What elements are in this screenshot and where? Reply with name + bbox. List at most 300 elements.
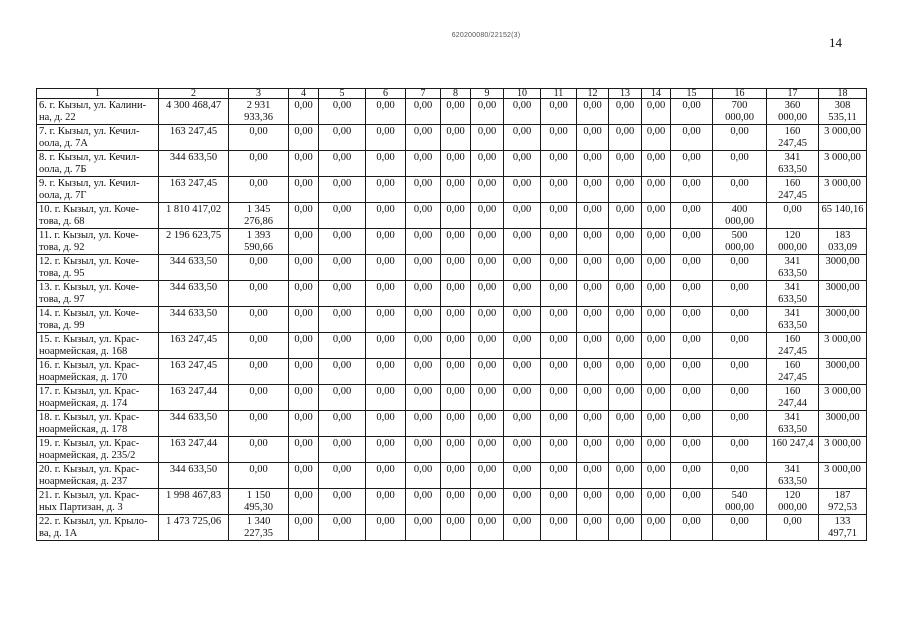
column-header: 9 xyxy=(471,89,504,99)
amount-cell: 0,00 xyxy=(541,229,577,255)
amount-cell: 0,00 xyxy=(504,463,541,489)
amount-cell: 0,00 xyxy=(289,203,319,229)
amount-cell: 0,00 xyxy=(289,359,319,385)
amount-cell: 2 931 933,36 xyxy=(229,99,289,125)
amount-cell: 0,00 xyxy=(289,151,319,177)
column-header: 11 xyxy=(541,89,577,99)
amount-cell: 0,00 xyxy=(289,333,319,359)
amount-cell: 0,00 xyxy=(642,229,671,255)
amount-cell: 0,00 xyxy=(504,255,541,281)
amount-cell: 0,00 xyxy=(577,281,609,307)
amount-cell: 0,00 xyxy=(229,333,289,359)
amount-cell: 0,00 xyxy=(642,411,671,437)
amount-cell: 0,00 xyxy=(671,333,713,359)
amount-cell: 0,00 xyxy=(319,385,366,411)
amount-cell: 0,00 xyxy=(609,385,642,411)
amount-cell: 0,00 xyxy=(229,411,289,437)
amount-cell: 0,00 xyxy=(504,515,541,541)
amount-cell: 0,00 xyxy=(504,333,541,359)
amount-cell: 0,00 xyxy=(577,385,609,411)
column-header: 14 xyxy=(642,89,671,99)
table-row xyxy=(37,203,867,229)
amount-cell: 0,00 xyxy=(642,385,671,411)
column-header: 1 xyxy=(37,89,159,99)
address-cell: 22. г. Кызыл, ул. Крыло- ва, д. 1А xyxy=(37,515,159,541)
amount-cell: 0,00 xyxy=(713,177,767,203)
amount-cell: 1 998 467,83 xyxy=(159,489,229,515)
amount-cell: 0,00 xyxy=(441,125,471,151)
amount-cell: 0,00 xyxy=(319,203,366,229)
amount-cell: 0,00 xyxy=(671,515,713,541)
address-cell: 8. г. Кызыл, ул. Кечил- оола, д. 7Б xyxy=(37,151,159,177)
amount-cell: 0,00 xyxy=(609,411,642,437)
amount-cell: 344 633,50 xyxy=(159,411,229,437)
amount-cell: 0,00 xyxy=(441,307,471,333)
address-cell: 19. г. Кызыл, ул. Крас- ноармейская, д. 235/2 xyxy=(37,437,159,463)
amount-cell: 0,00 xyxy=(406,307,441,333)
amount-cell: 0,00 xyxy=(642,99,671,125)
amount-cell: 0,00 xyxy=(406,151,441,177)
amount-cell: 0,00 xyxy=(577,151,609,177)
amount-cell: 0,00 xyxy=(229,177,289,203)
amount-cell: 0,00 xyxy=(289,463,319,489)
amount-cell: 0,00 xyxy=(671,385,713,411)
amount-cell: 0,00 xyxy=(713,307,767,333)
page-number: 14 xyxy=(829,35,842,50)
amount-cell: 0,00 xyxy=(441,229,471,255)
amount-cell: 0,00 xyxy=(541,307,577,333)
amount-cell: 0,00 xyxy=(577,177,609,203)
amount-cell: 0,00 xyxy=(319,151,366,177)
amount-cell: 344 633,50 xyxy=(159,463,229,489)
amount-cell: 0,00 xyxy=(671,229,713,255)
table-row xyxy=(37,359,867,385)
amount-cell: 0,00 xyxy=(289,437,319,463)
amount-cell: 0,00 xyxy=(504,385,541,411)
amount-cell: 0,00 xyxy=(577,463,609,489)
amount-cell: 0,00 xyxy=(609,515,642,541)
amount-cell: 0,00 xyxy=(406,515,441,541)
amount-cell: 0,00 xyxy=(471,463,504,489)
amount-cell: 0,00 xyxy=(609,463,642,489)
column-header: 17 xyxy=(767,89,819,99)
amount-cell: 0,00 xyxy=(441,359,471,385)
amount-cell: 0,00 xyxy=(406,489,441,515)
amount-cell: 0,00 xyxy=(441,489,471,515)
amount-cell: 3000,00 xyxy=(819,411,867,437)
amount-cell: 0,00 xyxy=(504,411,541,437)
amount-cell: 0,00 xyxy=(609,489,642,515)
amount-cell: 0,00 xyxy=(642,437,671,463)
amount-cell: 160 247,4 xyxy=(767,437,819,463)
amount-cell: 0,00 xyxy=(366,437,406,463)
amount-cell: 0,00 xyxy=(319,255,366,281)
amount-cell: 0,00 xyxy=(366,281,406,307)
table-row xyxy=(37,255,867,281)
amount-cell: 0,00 xyxy=(289,515,319,541)
amount-cell: 344 633,50 xyxy=(159,307,229,333)
amount-cell: 0,00 xyxy=(713,463,767,489)
amount-cell: 0,00 xyxy=(471,385,504,411)
amount-cell: 0,00 xyxy=(642,203,671,229)
document-code: 620200080/22152(3) xyxy=(451,32,521,39)
column-header: 15 xyxy=(671,89,713,99)
amount-cell: 0,00 xyxy=(609,151,642,177)
table-row xyxy=(37,411,867,437)
amount-cell: 0,00 xyxy=(366,333,406,359)
column-header: 13 xyxy=(609,89,642,99)
amount-cell: 0,00 xyxy=(366,203,406,229)
column-header: 8 xyxy=(441,89,471,99)
amount-cell: 160 247,45 xyxy=(767,177,819,203)
table-row xyxy=(37,177,867,203)
table-row xyxy=(37,229,867,255)
amount-cell: 0,00 xyxy=(366,515,406,541)
amount-cell: 0,00 xyxy=(441,411,471,437)
amount-cell: 0,00 xyxy=(319,333,366,359)
amount-cell: 0,00 xyxy=(541,203,577,229)
table-row xyxy=(37,151,867,177)
amount-cell: 0,00 xyxy=(229,463,289,489)
amount-cell: 341 633,50 xyxy=(767,151,819,177)
amount-cell: 341 633,50 xyxy=(767,281,819,307)
amount-cell: 0,00 xyxy=(366,99,406,125)
amount-cell: 0,00 xyxy=(406,437,441,463)
amount-cell: 0,00 xyxy=(406,177,441,203)
amount-cell: 0,00 xyxy=(441,151,471,177)
amount-cell: 0,00 xyxy=(366,489,406,515)
amount-cell: 1 393 590,66 xyxy=(229,229,289,255)
amount-cell: 0,00 xyxy=(671,151,713,177)
amount-cell: 0,00 xyxy=(406,281,441,307)
amount-cell: 0,00 xyxy=(406,125,441,151)
amount-cell: 0,00 xyxy=(577,359,609,385)
amount-cell: 0,00 xyxy=(319,307,366,333)
amount-cell: 0,00 xyxy=(366,255,406,281)
amount-cell: 0,00 xyxy=(504,177,541,203)
amount-cell: 163 247,45 xyxy=(159,125,229,151)
amount-cell: 0,00 xyxy=(577,333,609,359)
amount-cell: 0,00 xyxy=(471,177,504,203)
amount-cell: 341 633,50 xyxy=(767,411,819,437)
amount-cell: 0,00 xyxy=(441,99,471,125)
amount-cell: 0,00 xyxy=(366,177,406,203)
amount-cell: 0,00 xyxy=(441,515,471,541)
amount-cell: 1 473 725,06 xyxy=(159,515,229,541)
amount-cell: 0,00 xyxy=(366,463,406,489)
amount-cell: 0,00 xyxy=(504,307,541,333)
amount-cell: 0,00 xyxy=(471,307,504,333)
amount-cell: 0,00 xyxy=(471,437,504,463)
amount-cell: 187 972,53 xyxy=(819,489,867,515)
amount-cell: 3 000,00 xyxy=(819,463,867,489)
amount-cell: 0,00 xyxy=(541,515,577,541)
amount-cell: 0,00 xyxy=(319,177,366,203)
amount-cell: 0,00 xyxy=(366,229,406,255)
amount-cell: 0,00 xyxy=(289,255,319,281)
amount-cell: 0,00 xyxy=(366,307,406,333)
amount-cell: 0,00 xyxy=(441,463,471,489)
amount-cell: 0,00 xyxy=(229,151,289,177)
amount-cell: 0,00 xyxy=(713,125,767,151)
column-header: 12 xyxy=(577,89,609,99)
amount-cell: 0,00 xyxy=(471,333,504,359)
amount-cell: 0,00 xyxy=(642,489,671,515)
amount-cell: 0,00 xyxy=(289,177,319,203)
amount-cell: 0,00 xyxy=(406,333,441,359)
amount-cell: 183 033,09 xyxy=(819,229,867,255)
amount-cell: 0,00 xyxy=(319,281,366,307)
amount-cell: 0,00 xyxy=(541,99,577,125)
amount-cell: 0,00 xyxy=(609,359,642,385)
amount-cell: 0,00 xyxy=(671,359,713,385)
address-cell: 17. г. Кызыл, ул. Крас- ноармейская, д. 174 xyxy=(37,385,159,411)
amount-cell: 0,00 xyxy=(366,125,406,151)
amount-cell: 0,00 xyxy=(609,437,642,463)
amount-cell: 0,00 xyxy=(504,125,541,151)
amount-cell: 0,00 xyxy=(541,411,577,437)
amount-cell: 0,00 xyxy=(642,463,671,489)
table-row xyxy=(37,281,867,307)
amount-cell: 0,00 xyxy=(319,99,366,125)
amount-cell: 0,00 xyxy=(406,359,441,385)
amount-cell: 163 247,45 xyxy=(159,177,229,203)
amount-cell: 0,00 xyxy=(441,203,471,229)
amount-cell: 3 000,00 xyxy=(819,177,867,203)
column-header: 3 xyxy=(229,89,289,99)
amount-cell: 0,00 xyxy=(671,255,713,281)
amount-cell: 0,00 xyxy=(671,281,713,307)
amount-cell: 0,00 xyxy=(471,151,504,177)
address-cell: 16. г. Кызыл, ул. Крас- ноармейская, д. 170 xyxy=(37,359,159,385)
amount-cell: 160 247,44 xyxy=(767,385,819,411)
amount-cell: 0,00 xyxy=(319,411,366,437)
amount-cell: 120 000,00 xyxy=(767,229,819,255)
amount-cell: 341 633,50 xyxy=(767,463,819,489)
amount-cell: 0,00 xyxy=(504,203,541,229)
amount-cell: 0,00 xyxy=(504,151,541,177)
table-row xyxy=(37,99,867,125)
amount-cell: 4 300 468,47 xyxy=(159,99,229,125)
address-cell: 13. г. Кызыл, ул. Коче- това, д. 97 xyxy=(37,281,159,307)
column-header: 16 xyxy=(713,89,767,99)
amount-cell: 0,00 xyxy=(671,99,713,125)
amount-cell: 0,00 xyxy=(671,437,713,463)
amount-cell: 0,00 xyxy=(642,125,671,151)
amount-cell: 0,00 xyxy=(441,255,471,281)
amount-cell: 0,00 xyxy=(471,203,504,229)
amount-cell: 1 345 276,86 xyxy=(229,203,289,229)
table-row xyxy=(37,307,867,333)
amount-cell: 2 196 623,75 xyxy=(159,229,229,255)
table-row xyxy=(37,515,867,541)
table-row xyxy=(37,463,867,489)
amount-cell: 0,00 xyxy=(577,203,609,229)
amount-cell: 0,00 xyxy=(609,281,642,307)
amount-cell: 308 535,11 xyxy=(819,99,867,125)
address-amounts-table xyxy=(36,88,867,541)
table-row xyxy=(37,125,867,151)
amount-cell: 0,00 xyxy=(471,99,504,125)
amount-cell: 0,00 xyxy=(406,463,441,489)
amount-cell: 400 000,00 xyxy=(713,203,767,229)
amount-cell: 0,00 xyxy=(229,385,289,411)
amount-cell: 3000,00 xyxy=(819,307,867,333)
address-cell: 7. г. Кызыл, ул. Кечил- оола, д. 7А xyxy=(37,125,159,151)
amount-cell: 0,00 xyxy=(642,177,671,203)
amount-cell: 0,00 xyxy=(713,515,767,541)
amount-cell: 0,00 xyxy=(541,255,577,281)
amount-cell: 163 247,45 xyxy=(159,359,229,385)
amount-cell: 360 000,00 xyxy=(767,99,819,125)
amount-cell: 341 633,50 xyxy=(767,307,819,333)
amount-cell: 0,00 xyxy=(504,489,541,515)
amount-cell: 0,00 xyxy=(406,229,441,255)
amount-cell: 3 000,00 xyxy=(819,437,867,463)
amount-cell: 0,00 xyxy=(713,411,767,437)
amount-cell: 3 000,00 xyxy=(819,385,867,411)
amount-cell: 0,00 xyxy=(577,125,609,151)
amount-cell: 0,00 xyxy=(471,489,504,515)
amount-cell: 0,00 xyxy=(541,151,577,177)
amount-cell: 0,00 xyxy=(577,99,609,125)
amount-cell: 0,00 xyxy=(642,255,671,281)
amount-cell: 0,00 xyxy=(577,411,609,437)
column-header: 6 xyxy=(366,89,406,99)
amount-cell: 0,00 xyxy=(642,281,671,307)
amount-cell: 0,00 xyxy=(406,203,441,229)
table-body xyxy=(37,99,867,541)
amount-cell: 3 000,00 xyxy=(819,151,867,177)
amount-cell: 0,00 xyxy=(441,281,471,307)
amount-cell: 163 247,45 xyxy=(159,333,229,359)
amount-cell: 0,00 xyxy=(767,203,819,229)
amount-cell: 0,00 xyxy=(319,437,366,463)
amount-cell: 163 247,44 xyxy=(159,437,229,463)
amount-cell: 1 150 495,30 xyxy=(229,489,289,515)
amount-cell: 133 497,71 xyxy=(819,515,867,541)
amount-cell: 0,00 xyxy=(609,333,642,359)
amount-cell: 0,00 xyxy=(406,411,441,437)
address-cell: 15. г. Кызыл, ул. Крас- ноармейская, д. 168 xyxy=(37,333,159,359)
amount-cell: 160 247,45 xyxy=(767,125,819,151)
address-cell: 12. г. Кызыл, ул. Коче- това, д. 95 xyxy=(37,255,159,281)
address-cell: 20. г. Кызыл, ул. Крас- ноармейская, д. 237 xyxy=(37,463,159,489)
amount-cell: 0,00 xyxy=(541,437,577,463)
amount-cell: 0,00 xyxy=(471,125,504,151)
amount-cell: 0,00 xyxy=(289,229,319,255)
amount-cell: 0,00 xyxy=(471,515,504,541)
amount-cell: 0,00 xyxy=(229,255,289,281)
amount-cell: 0,00 xyxy=(289,489,319,515)
column-header: 7 xyxy=(406,89,441,99)
amount-cell: 0,00 xyxy=(713,359,767,385)
amount-cell: 0,00 xyxy=(441,333,471,359)
amount-cell: 344 633,50 xyxy=(159,255,229,281)
amount-cell: 1 810 417,02 xyxy=(159,203,229,229)
amount-cell: 0,00 xyxy=(504,229,541,255)
amount-cell: 0,00 xyxy=(541,359,577,385)
amount-cell: 700 000,00 xyxy=(713,99,767,125)
amount-cell: 0,00 xyxy=(713,255,767,281)
amount-cell: 0,00 xyxy=(577,515,609,541)
amount-cell: 0,00 xyxy=(289,385,319,411)
column-number-row xyxy=(37,89,867,99)
amount-cell: 0,00 xyxy=(541,463,577,489)
amount-cell: 0,00 xyxy=(471,229,504,255)
table-row xyxy=(37,489,867,515)
address-cell: 9. г. Кызыл, ул. Кечил- оола, д. 7Г xyxy=(37,177,159,203)
amount-cell: 0,00 xyxy=(319,359,366,385)
amount-cell: 160 247,45 xyxy=(767,333,819,359)
amount-cell: 0,00 xyxy=(671,125,713,151)
amount-cell: 0,00 xyxy=(671,177,713,203)
amount-cell: 0,00 xyxy=(609,99,642,125)
amount-cell: 0,00 xyxy=(642,359,671,385)
amount-cell: 0,00 xyxy=(713,385,767,411)
amount-cell: 0,00 xyxy=(406,99,441,125)
amount-cell: 0,00 xyxy=(229,125,289,151)
amount-cell: 0,00 xyxy=(471,411,504,437)
amount-cell: 0,00 xyxy=(609,255,642,281)
address-cell: 21. г. Кызыл, ул. Крас- ных Партизан, д. 3 xyxy=(37,489,159,515)
amount-cell: 0,00 xyxy=(366,359,406,385)
amount-cell: 0,00 xyxy=(541,385,577,411)
amount-cell: 0,00 xyxy=(319,463,366,489)
amount-cell: 3 000,00 xyxy=(819,125,867,151)
amount-cell: 0,00 xyxy=(577,229,609,255)
amount-cell: 3 000,00 xyxy=(819,333,867,359)
amount-cell: 0,00 xyxy=(229,281,289,307)
amount-cell: 0,00 xyxy=(541,125,577,151)
amount-cell: 0,00 xyxy=(441,385,471,411)
amount-cell: 0,00 xyxy=(366,385,406,411)
amount-cell: 0,00 xyxy=(541,281,577,307)
amount-cell: 0,00 xyxy=(289,307,319,333)
amount-cell: 0,00 xyxy=(713,333,767,359)
amount-cell: 0,00 xyxy=(609,125,642,151)
amount-cell: 344 633,50 xyxy=(159,151,229,177)
amount-cell: 344 633,50 xyxy=(159,281,229,307)
amount-cell: 1 340 227,35 xyxy=(229,515,289,541)
column-header: 4 xyxy=(289,89,319,99)
column-header: 10 xyxy=(504,89,541,99)
table-row xyxy=(37,333,867,359)
amount-cell: 0,00 xyxy=(289,411,319,437)
table-row xyxy=(37,437,867,463)
amount-cell: 65 140,16 xyxy=(819,203,867,229)
amount-cell: 0,00 xyxy=(441,437,471,463)
amount-cell: 0,00 xyxy=(504,99,541,125)
amount-cell: 0,00 xyxy=(713,437,767,463)
amount-cell: 160 247,45 xyxy=(767,359,819,385)
amount-cell: 0,00 xyxy=(406,385,441,411)
column-header: 18 xyxy=(819,89,867,99)
amount-cell: 0,00 xyxy=(229,307,289,333)
amount-cell: 0,00 xyxy=(289,99,319,125)
amount-cell: 3000,00 xyxy=(819,359,867,385)
amount-cell: 0,00 xyxy=(229,359,289,385)
amount-cell: 0,00 xyxy=(471,359,504,385)
amount-cell: 0,00 xyxy=(541,333,577,359)
amount-cell: 0,00 xyxy=(671,489,713,515)
amount-cell: 0,00 xyxy=(713,281,767,307)
amount-cell: 163 247,44 xyxy=(159,385,229,411)
amount-cell: 0,00 xyxy=(319,489,366,515)
amount-cell: 341 633,50 xyxy=(767,255,819,281)
amount-cell: 0,00 xyxy=(671,203,713,229)
amount-cell: 0,00 xyxy=(642,307,671,333)
